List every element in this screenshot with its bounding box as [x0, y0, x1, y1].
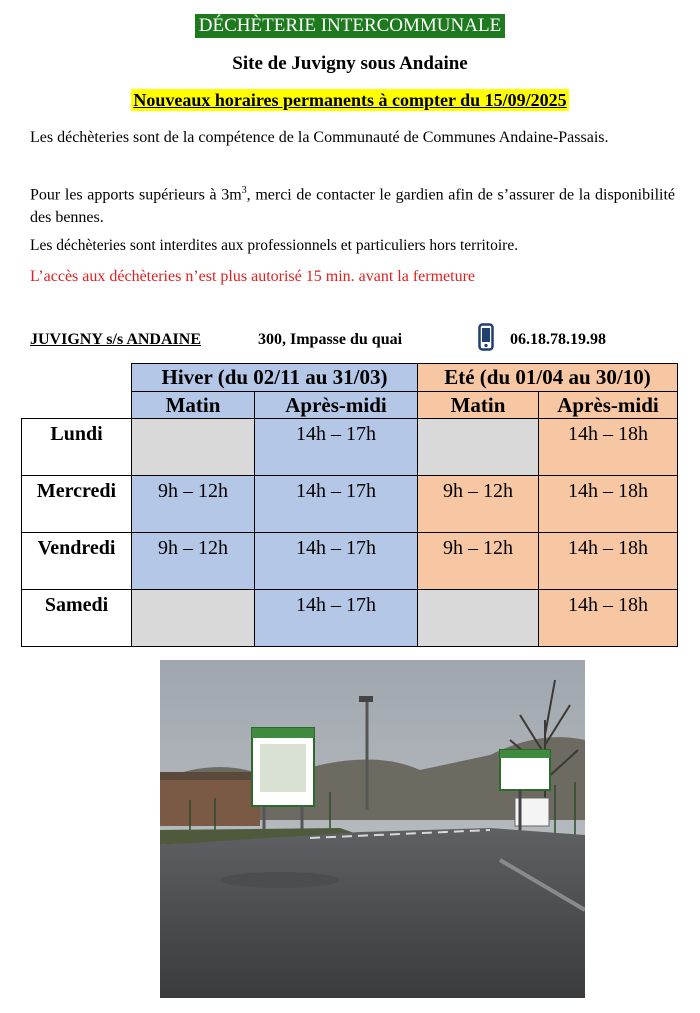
paragraph-closing-warning: L’accès aux déchèteries n’est plus autorisé 15 min. avant la fermeture: [30, 268, 476, 285]
paragraph-restriction: Les déchèteries sont interdites aux professionnels et particuliers hors territoire.: [30, 237, 519, 254]
winter-morning-header: Matin: [132, 392, 255, 419]
summer-morning-cell: 9h – 12h: [418, 533, 539, 590]
summer-afternoon-header: Après-midi: [539, 392, 678, 419]
winter-afternoon-cell: 14h – 17h: [255, 533, 418, 590]
summer-afternoon-cell: 14h – 18h: [539, 590, 678, 647]
title-banner: DÉCHÈTERIE INTERCOMMUNALE: [195, 14, 505, 38]
table-row: [22, 590, 678, 647]
banner-wrap: [0, 14, 700, 38]
cubic-superscript: 3: [241, 185, 247, 196]
site-entrance-photo: [160, 660, 585, 998]
winter-morning-cell: 9h – 12h: [132, 476, 255, 533]
paragraph-volume: [30, 179, 675, 229]
winter-afternoon-cell: 14h – 17h: [255, 476, 418, 533]
street-address: 300, Impasse du quai: [258, 331, 403, 348]
table-row: [22, 476, 678, 533]
summer-morning-cell: [418, 419, 539, 476]
table-row: [22, 419, 678, 476]
summer-afternoon-cell: 14h – 18h: [539, 533, 678, 590]
phone-number: 06.18.78.19.98: [510, 331, 606, 348]
winter-afternoon-cell: 14h – 17h: [255, 590, 418, 647]
winter-afternoon-header: Après-midi: [255, 392, 418, 419]
winter-morning-cell: 9h – 12h: [132, 533, 255, 590]
winter-morning-cell: [132, 590, 255, 647]
summer-morning-header: Matin: [418, 392, 539, 419]
day-label: Vendredi: [22, 533, 132, 590]
winter-period-header: Hiver (du 02/11 au 31/03): [132, 364, 418, 392]
table-corner: [22, 364, 132, 419]
schedule-table: [21, 363, 678, 647]
site-name: Site de Juvigny sous Andaine: [232, 53, 468, 74]
summer-period-header: Eté (du 01/04 au 30/10): [418, 364, 678, 392]
summer-morning-cell: [418, 590, 539, 647]
day-label: Samedi: [22, 590, 132, 647]
summer-morning-cell: 9h – 12h: [418, 476, 539, 533]
paragraph-volume-text: Pour les apports supérieurs à 3m: [30, 186, 242, 204]
notice-wrap: [0, 89, 700, 111]
winter-afternoon-cell: 14h – 17h: [255, 419, 418, 476]
paragraph-competence: Les déchèteries sont de la compétence de la Communauté de Communes Andaine-Passais.: [30, 129, 609, 146]
mobile-phone-icon: [478, 323, 494, 356]
day-label: Mercredi: [22, 476, 132, 533]
paragraph-volume-text-end: , merci de contacter le gardien afin de s’assurer de la disponibilité des bennes.: [30, 186, 676, 227]
winter-morning-cell: [132, 419, 255, 476]
town-name: JUVIGNY s/s ANDAINE: [30, 331, 201, 348]
address-line: [30, 331, 675, 353]
summer-afternoon-cell: 14h – 18h: [539, 476, 678, 533]
schedule-notice: Nouveaux horaires permanents à compter du 15/09/2025: [133, 90, 567, 110]
table-row: [22, 533, 678, 590]
day-label: Lundi: [22, 419, 132, 476]
summer-afternoon-cell: 14h – 18h: [539, 419, 678, 476]
